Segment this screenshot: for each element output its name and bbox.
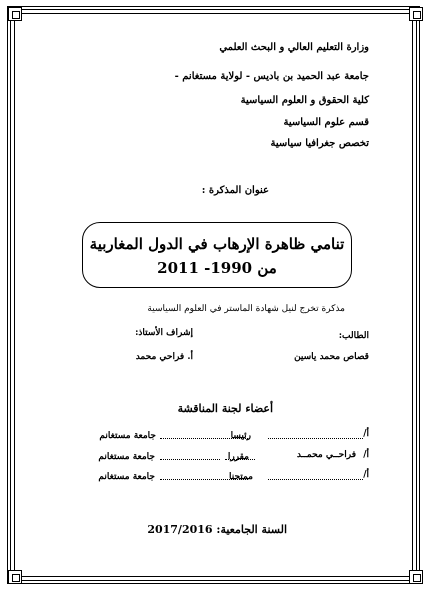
department-name: قسم علوم السياسية	[283, 117, 369, 128]
supervisor-name: أ. فراحي محمد	[135, 352, 193, 362]
member-role-dotted-line	[160, 479, 248, 480]
member-role: مقررا	[227, 452, 249, 462]
student-name: قصاص محمد ياسين	[294, 352, 369, 362]
corner-ornament-top-left	[8, 7, 22, 21]
committee-heading: أعضاء لجنة المناقشة	[177, 402, 273, 415]
member-role-dotted-line	[160, 459, 220, 460]
faculty-name: كلية الحقوق و العلوم السياسية	[240, 95, 369, 106]
memo-title-line2: من 1990- 2011	[157, 259, 277, 277]
specialty-name: تخصص جغرافيا سياسية	[270, 138, 369, 149]
member-role: رئيسا	[230, 431, 251, 441]
member-prefix: أ/	[363, 429, 369, 439]
corner-ornament-bottom-left	[8, 570, 22, 584]
member-prefix: أ/	[363, 470, 369, 480]
academic-year: السنة الجامعية: 2017/2016	[147, 523, 287, 536]
memo-title-line1: تنامي ظاهرة الإرهاب في الدول المغاربية	[89, 235, 345, 253]
member-prefix: أ/	[363, 450, 369, 460]
member-university: جامعة مستغانم	[99, 431, 156, 441]
member-role-dotted-line	[160, 438, 248, 439]
member-university: جامعة مستغانم	[98, 472, 155, 482]
member-name-dotted-line	[268, 479, 363, 480]
member-role: ممتحنا	[228, 472, 253, 482]
supervisor-label: إشراف الأستاذ:	[135, 328, 193, 338]
memo-subtitle: مذكرة تخرج لنيل شهادة الماستر في العلوم السياسية	[147, 304, 345, 314]
member-name: فراحــي محمــد	[296, 450, 356, 460]
corner-ornament-top-right	[409, 7, 423, 21]
member-university: جامعة مستغانم	[98, 452, 155, 462]
memo-title-label: عنوان المذكرة :	[201, 185, 269, 196]
memo-title-box	[82, 222, 352, 288]
member-name-dotted-line	[268, 438, 363, 439]
ministry-name: وزارة التعليم العالي و البحث العلمي	[219, 42, 369, 53]
student-label: الطالب:	[338, 331, 369, 341]
university-name: جامعة عبد الحميد بن باديس - لولاية مستغانم -	[174, 71, 369, 82]
corner-ornament-bottom-right	[409, 570, 423, 584]
